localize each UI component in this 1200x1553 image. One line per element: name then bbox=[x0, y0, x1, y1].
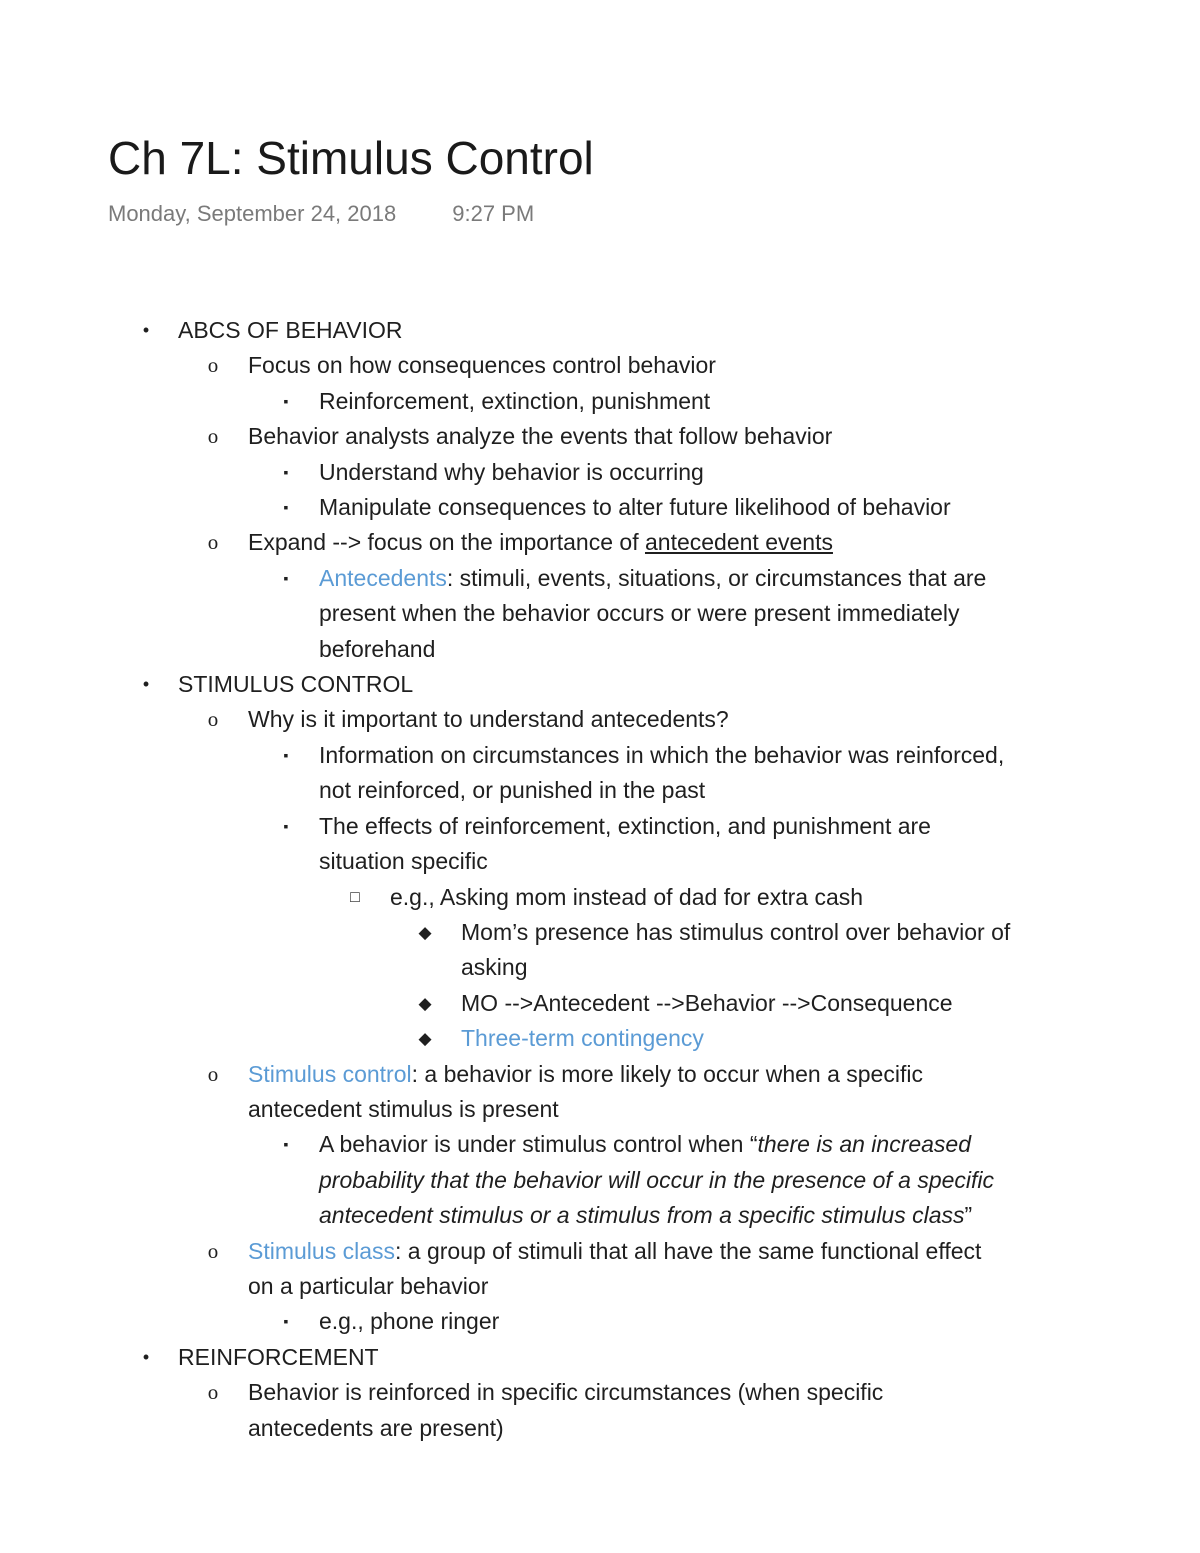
list-item bbox=[0, 1021, 1200, 1056]
bullet-square-icon: ▪ bbox=[283, 1136, 289, 1153]
bullet-diamond-icon: ◆ bbox=[418, 1029, 432, 1049]
bullet-square-icon: ▪ bbox=[283, 569, 289, 586]
list-item-continuation: beforehand bbox=[319, 635, 436, 662]
list-item-continuation: asking bbox=[461, 954, 528, 981]
page-date: Monday, September 24, 2018 bbox=[108, 201, 397, 226]
bullet-square-icon: ▪ bbox=[283, 817, 289, 834]
bullet-square-icon: ▪ bbox=[283, 463, 289, 480]
list-item: ▪ Information on circumstances in which the behavior was reinforced, bbox=[0, 738, 1200, 773]
page-title: Ch 7L: Stimulus Control bbox=[108, 132, 594, 184]
list-item: o Stimulus control: a behavior is more likely to occur when a specific bbox=[0, 1057, 1200, 1092]
bullet-square-icon: ▪ bbox=[283, 1313, 289, 1330]
list-item: ◆ Mom’s presence has stimulus control over behavior of bbox=[0, 915, 1200, 950]
bullet-circle-icon: o bbox=[207, 1061, 219, 1086]
list-item: o Stimulus class: a group of stimuli that all have the same functional effect bbox=[0, 1234, 1200, 1269]
list-item: o Expand --> focus on the importance of antecedent events bbox=[0, 525, 1200, 560]
bullet-circle-icon: o bbox=[207, 353, 219, 378]
list-item-continuation: antecedent stimulus is present bbox=[248, 1095, 559, 1122]
bullet-diamond-icon: ◆ bbox=[418, 993, 432, 1013]
note-outline bbox=[0, 313, 1200, 1446]
bullet-circle-icon: o bbox=[207, 707, 219, 732]
bullet-diamond-icon: ◆ bbox=[418, 922, 432, 942]
list-item: □ e.g., Asking mom instead of dad for extra cash bbox=[0, 880, 1200, 915]
bullet-square-icon: ▪ bbox=[283, 746, 289, 763]
bullet-disc-icon: • bbox=[142, 674, 150, 695]
list-item: ▪ Understand why behavior is occurring bbox=[0, 455, 1200, 490]
list-item-continuation: not reinforced, or punished in the past bbox=[319, 777, 706, 804]
highlighted-term: Antecedents bbox=[319, 564, 447, 591]
list-item: ▪ Manipulate consequences to alter future likelihood of behavior bbox=[0, 490, 1200, 525]
bullet-circle-icon: o bbox=[207, 1380, 219, 1405]
list-item: o Why is it important to understand antecedents? bbox=[0, 702, 1200, 737]
list-item: ▪ e.g., phone ringer bbox=[0, 1304, 1200, 1339]
list-item: ◆ MO -->Antecedent -->Behavior -->Consequence bbox=[0, 986, 1200, 1021]
list-item: ▪ The effects of reinforcement, extinction, and punishment are bbox=[0, 809, 1200, 844]
list-item-continuation: antecedents are present) bbox=[248, 1414, 504, 1441]
bullet-circle-icon: o bbox=[207, 530, 219, 555]
highlighted-term: Stimulus class bbox=[248, 1237, 395, 1264]
bullet-square-icon: ▪ bbox=[283, 392, 289, 409]
list-item-continuation: present when the behavior occurs or were present immediately bbox=[319, 600, 960, 627]
list-item: • ABCS OF BEHAVIOR bbox=[0, 313, 1200, 348]
bullet-square-icon: ▪ bbox=[283, 499, 289, 516]
bullet-disc-icon: • bbox=[142, 1346, 150, 1367]
list-item: o Focus on how consequences control behavior bbox=[0, 348, 1200, 383]
list-item: • STIMULUS CONTROL bbox=[0, 667, 1200, 702]
list-item-continuation: situation specific bbox=[319, 848, 488, 875]
list-item: ▪ A behavior is under stimulus control when “there is an increased bbox=[0, 1127, 1200, 1162]
list-item: • REINFORCEMENT bbox=[0, 1340, 1200, 1375]
page-time: 9:27 PM bbox=[452, 201, 535, 226]
bullet-box-icon: □ bbox=[350, 888, 360, 906]
list-item: ▪ Antecedents: stimuli, events, situations, or circumstances that are bbox=[0, 561, 1200, 596]
list-item-continuation: on a particular behavior bbox=[248, 1272, 489, 1299]
highlighted-term: Stimulus control bbox=[248, 1060, 412, 1087]
list-item-continuation: probability that the behavior will occur in the presence of a specific bbox=[319, 1166, 995, 1193]
bullet-circle-icon: o bbox=[207, 1238, 219, 1263]
bullet-disc-icon: • bbox=[142, 320, 150, 340]
highlighted-term: Three-term contingency bbox=[461, 1025, 704, 1052]
list-item: o Behavior is reinforced in specific circumstances (when specific bbox=[0, 1375, 1200, 1410]
list-item-continuation: antecedent stimulus or a stimulus from a specific stimulus class” bbox=[319, 1202, 973, 1229]
list-item: ▪ Reinforcement, extinction, punishment bbox=[0, 384, 1200, 419]
underlined-term: antecedent events bbox=[644, 529, 833, 556]
page-timestamp bbox=[108, 198, 534, 230]
list-item: o Behavior analysts analyze the events that follow behavior bbox=[0, 419, 1200, 454]
bullet-circle-icon: o bbox=[207, 424, 219, 449]
